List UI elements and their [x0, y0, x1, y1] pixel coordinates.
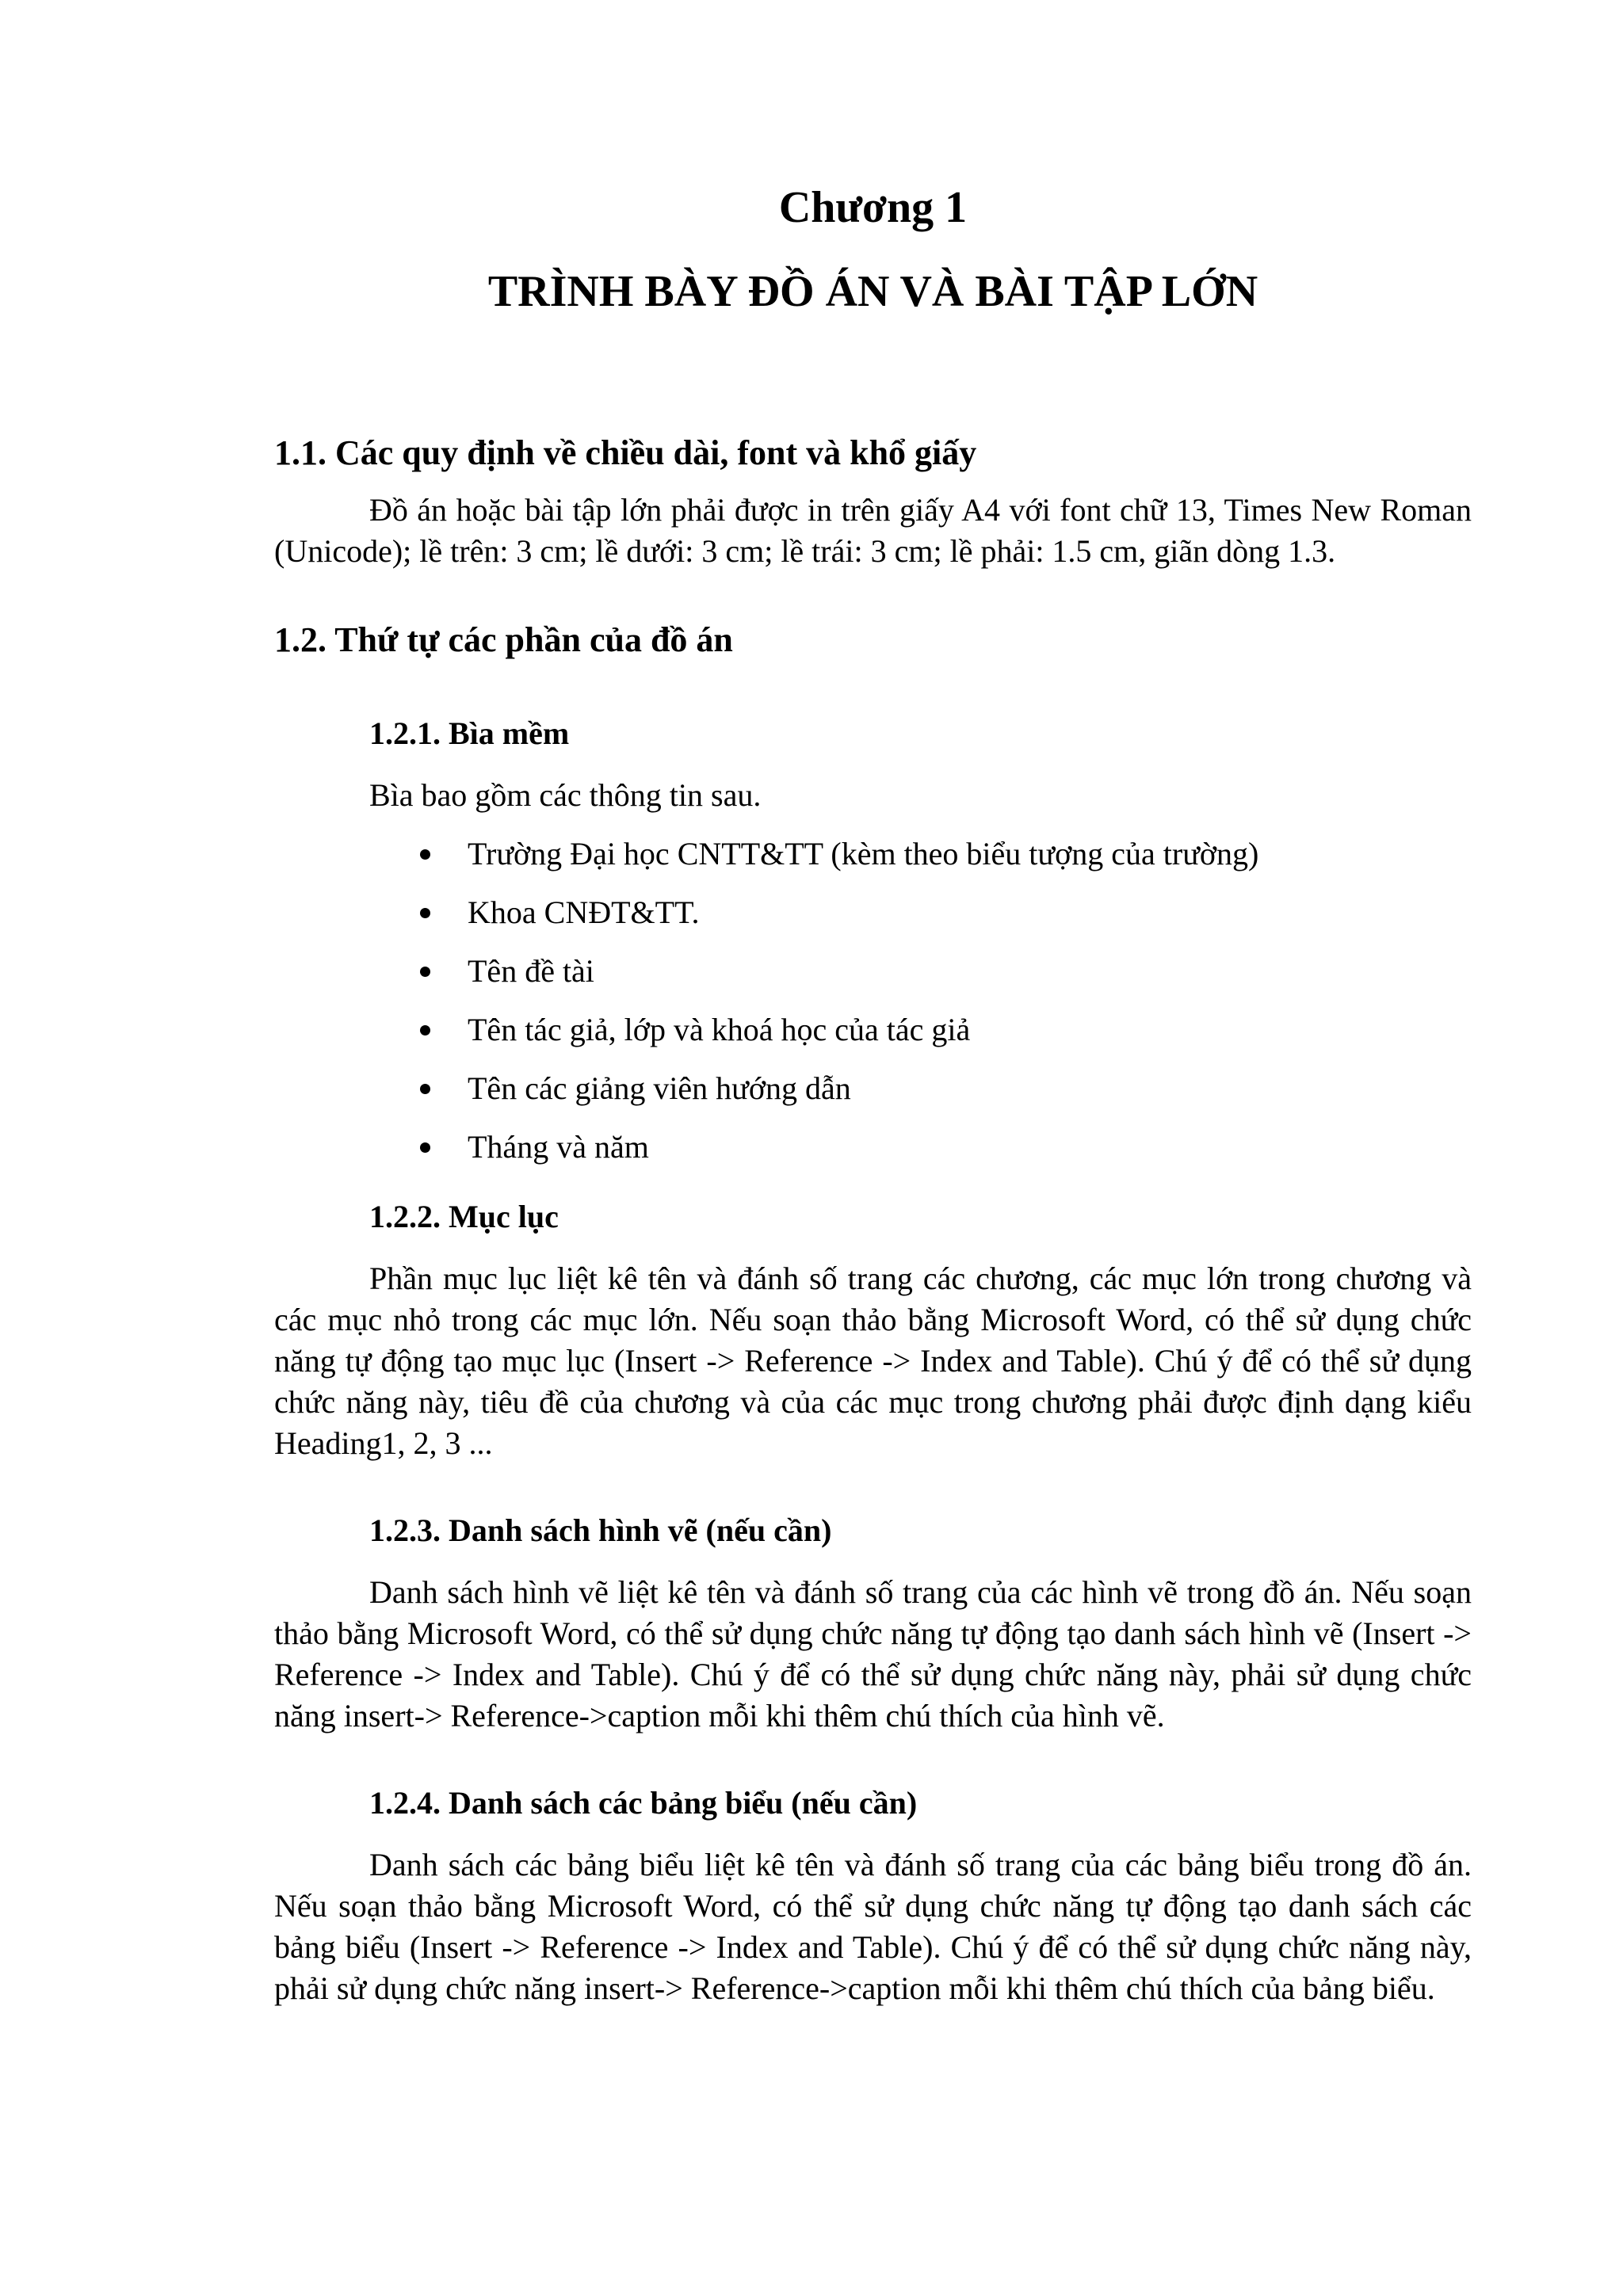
section-1-2-2-body: Phần mục lục liệt kê tên và đánh số trang các chương, các mục lớn trong chương và các mục nhỏ trong các mục lớn. Nếu soạn thảo bằng Microsoft Word, có thể sử dụng chức năng tự động tạo mục lục (Insert -> Reference -> Index and Table). Chú ý để có thể sử dụng chức năng này, tiêu đề của chương và của các mục trong chương phải được định dạng kiểu Heading1, 2, 3 ... [274, 1261, 1472, 1461]
list-item-text: Tên tác giả, lớp và khoá học của tác giả [468, 1012, 971, 1047]
cover-info-list [274, 833, 1472, 1168]
chapter-number: Chương 1 [778, 183, 968, 232]
section-1-2-1-intro: Bìa bao gồm các thông tin sau. [369, 777, 762, 813]
bullet-icon [420, 1025, 430, 1035]
section-1-2-1-heading: 1.2.1. Bìa mềm [369, 715, 570, 751]
list-item-text: Khoa CNĐT&TT. [468, 894, 700, 930]
section-1-2-3-body: Danh sách hình vẽ liệt kê tên và đánh số trang của các hình vẽ trong đồ án. Nếu soạn thảo bằng Microsoft Word, có thể sử dụng chức năng tự động tạo danh sách hình vẽ (Insert -> Reference -> Index and Table). Chú ý để có thể sử dụng chức năng này, phải sử dụng chức năng insert-> Reference->caption mỗi khi thêm chú thích của hình vẽ. [274, 1574, 1472, 1733]
bullet-icon [420, 908, 430, 918]
section-1-1-heading: 1.1. Các quy định về chiều dài, font và khổ giấy [274, 433, 977, 472]
section-1-2-4-heading: 1.2.4. Danh sách các bảng biểu (nếu cần) [369, 1785, 918, 1821]
bullet-icon [420, 849, 430, 860]
list-item-text: Tên các giảng viên hướng dẫn [468, 1070, 851, 1106]
list-item [420, 1009, 1472, 1051]
list-item-text: Tên đề tài [468, 953, 594, 989]
list-item [420, 1127, 1472, 1168]
section-1-2-3-heading: 1.2.3. Danh sách hình vẽ (nếu cần) [369, 1512, 832, 1548]
list-item-text: Trường Đại học CNTT&TT (kèm theo biểu tượng của trường) [468, 836, 1259, 871]
list-item [420, 1068, 1472, 1109]
list-item-text: Tháng và năm [468, 1129, 649, 1165]
section-1-1-body: Đồ án hoặc bài tập lớn phải được in trên giấy A4 với font chữ 13, Times New Roman (Unicode); lề trên: 3 cm; lề dưới: 3 cm; lề trái: 3 cm; lề phải: 1.5 cm, giãn dòng 1.3. [274, 492, 1472, 569]
section-1-2-2-heading: 1.2.2. Mục lục [369, 1199, 559, 1234]
list-item [420, 951, 1472, 992]
chapter-title: TRÌNH BÀY ĐỒ ÁN VÀ BÀI TẬP LỚN [487, 267, 1258, 316]
list-item [420, 892, 1472, 933]
section-1-2-4-body: Danh sách các bảng biểu liệt kê tên và đánh số trang của các bảng biểu trong đồ án. Nếu soạn thảo bằng Microsoft Word, có thể sử dụng chức năng tự động tạo danh sách các bảng biểu (Insert -> Reference -> Index and Table). Chú ý để có thể sử dụng chức năng này, phải sử dụng chức năng insert-> Reference->caption mỗi khi thêm chú thích của bảng biểu. [274, 1847, 1472, 2006]
bullet-icon [420, 1084, 430, 1094]
section-1-2-heading: 1.2. Thứ tự các phần của đồ án [274, 620, 733, 659]
bullet-icon [420, 967, 430, 977]
list-item [420, 833, 1472, 875]
bullet-icon [420, 1142, 430, 1153]
